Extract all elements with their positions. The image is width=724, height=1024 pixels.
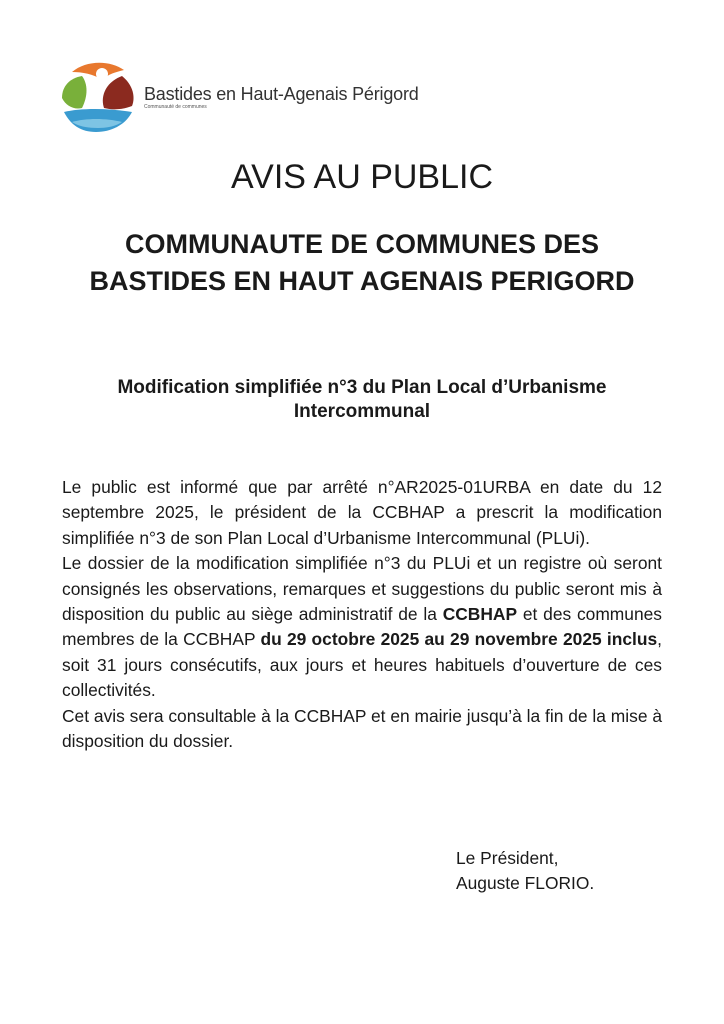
logo-subtitle: Communauté de communes [144, 104, 207, 110]
paragraph-2-part-e: , soit 31 jours consécutifs, aux jours et heures habituels d’ouverture de ces collectivités. [62, 629, 662, 701]
paragraph-2-ccbhap: CCBHAP [442, 604, 518, 625]
paragraph-2-part-c: et des communes membres de la CCBHAP [62, 604, 663, 650]
paragraph-1: Le public est informé que par arrêté n°AR2025-01URBA en date du 12 septembre 2025, le président de la CCBHAP a prescrit la modification simplifiée n°3 de son Plan Local d’Urbanisme Intercommunal (PLUi). [62, 477, 662, 548]
logo-green-shape [62, 76, 87, 109]
subject-heading [40, 376, 684, 424]
logo-emblem-icon [58, 58, 136, 136]
logo [58, 58, 419, 136]
logo-name: Bastides en Haut-Agenais Périgord [144, 84, 419, 104]
signature-name: Auguste FLORIO. [456, 873, 595, 893]
paragraph-3: Cet avis sera consultable à la CCBHAP et en mairie jusqu’à la fin de la mise à disposition du dossier. [62, 705, 662, 752]
organization-heading [30, 226, 694, 300]
signature-block [456, 846, 594, 896]
logo-brown-shape [103, 76, 134, 109]
paragraph-2 [62, 551, 662, 703]
logo-white-dot [96, 68, 108, 80]
paragraph-2-dates: du 29 octobre 2025 au 29 novembre 2025 inclus [260, 629, 658, 650]
paragraph-2-part-a: Le dossier de la modification simplifiée n°3 du PLUi et un registre où seront consignés les observations, remarques et suggestions du public seront mis à disposition du public au siège administratif de la [62, 553, 662, 625]
subject-line-2: Intercommunal [293, 401, 431, 422]
notice-body [62, 475, 662, 754]
signature-role: Le Président, [456, 848, 559, 868]
subject-line-1: Modification simplifiée n°3 du Plan Local d’Urbanisme [117, 377, 607, 398]
logo-text [144, 84, 419, 110]
organization-line-2: BASTIDES EN HAUT AGENAIS PERIGORD [89, 266, 635, 296]
page-title: AVIS AU PUBLIC [230, 158, 494, 196]
organization-line-1: COMMUNAUTE DE COMMUNES DES [124, 229, 599, 259]
